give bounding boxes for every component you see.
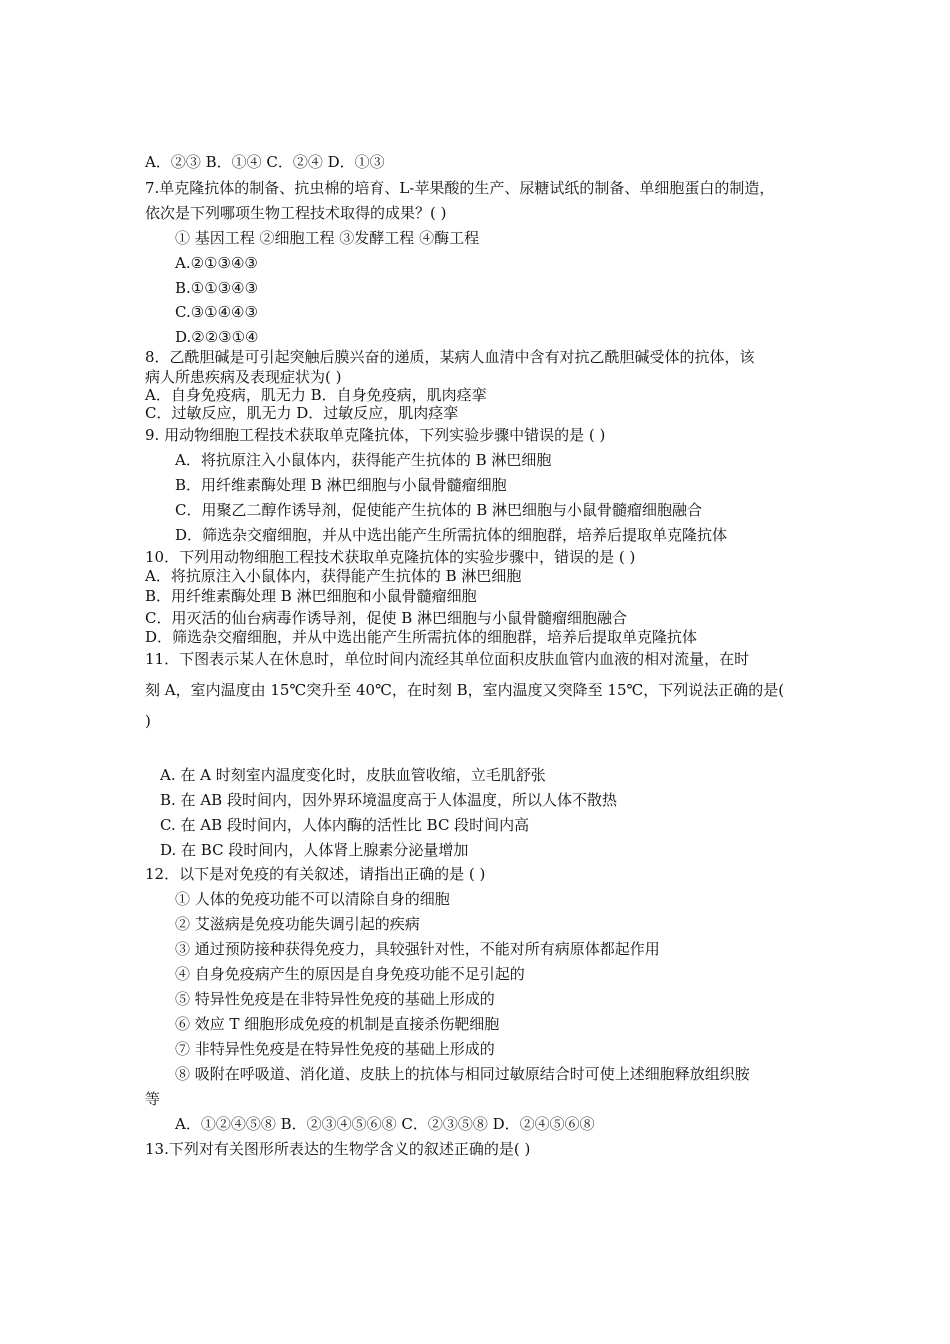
q10-option-c: C．用灭活的仙台病毒作诱导剂，促使 B 淋巴细胞与小鼠骨髓瘤细胞融合: [145, 609, 628, 627]
q10-option-a: A．将抗原注入小鼠体内，获得能产生抗体的 B 淋巴细胞: [145, 567, 522, 585]
q7-option-a: A.②①③④③: [175, 254, 258, 272]
q12-item-5: ⑤ 特异性免疫是在非特异性免疫的基础上形成的: [175, 990, 495, 1008]
q10-option-b: B．用纤维素酶处理 B 淋巴细胞和小鼠骨髓瘤细胞: [145, 587, 477, 605]
q11-option-c: C. 在 AB 段时间内，人体内酶的活性比 BC 段时间内高: [160, 816, 530, 834]
q12-item-7: ⑦ 非特异性免疫是在特异性免疫的基础上形成的: [175, 1040, 495, 1058]
q11-option-d: D. 在 BC 段时间内，人体肾上腺素分泌量增加: [160, 841, 469, 859]
q8-options-cd: C．过敏反应，肌无力 D．过敏反应，肌肉痉挛: [145, 404, 459, 422]
q10-option-d: D．筛选杂交瘤细胞，并从中选出能产生所需抗体的细胞群，培养后提取单克隆抗体: [145, 628, 698, 646]
q7-legend: ① 基因工程 ②细胞工程 ③发酵工程 ④酶工程: [175, 229, 480, 247]
q12-item-8-continued: 等: [145, 1090, 161, 1108]
q9-option-c: C．用聚乙二醇作诱导剂，促使能产生抗体的 B 淋巴细胞与小鼠骨髓瘤细胞融合: [175, 501, 703, 519]
q12-item-1: ① 人体的免疫功能不可以清除自身的细胞: [175, 890, 450, 908]
q11-stem-line-3: ): [145, 712, 151, 730]
q13-stem: 13.下列对有关图形所表达的生物学含义的叙述正确的是( ): [145, 1140, 531, 1158]
q9-option-d: D．筛选杂交瘤细胞，并从中选出能产生所需抗体的细胞群，培养后提取单克隆抗体: [175, 526, 728, 544]
q11-option-b: B. 在 AB 段时间内，因外界环境温度高于人体温度，所以人体不散热: [160, 791, 617, 809]
q10-stem: 10．下列用动物细胞工程技术获取单克隆抗体的实验步骤中，错误的是 ( ): [145, 548, 636, 566]
q12-item-8: ⑧ 吸附在呼吸道、消化道、皮肤上的抗体与相同过敏原结合时可使上述细胞释放组织胺: [175, 1065, 750, 1083]
q11-stem-line-2: 刻 A，室内温度由 15℃突升至 40℃，在时刻 B，室内温度又突降至 15℃，下列说法正确的是(: [145, 681, 785, 699]
q9-option-a: A．将抗原注入小鼠体内，获得能产生抗体的 B 淋巴细胞: [175, 451, 552, 469]
q9-option-b: B．用纤维素酶处理 B 淋巴细胞与小鼠骨髓瘤细胞: [175, 476, 507, 494]
q7-option-d: D.②②③①④: [175, 328, 259, 346]
q12-item-4: ④ 自身免疫病产生的原因是自身免疫功能不足引起的: [175, 965, 525, 983]
q11-stem-line-1: 11．下图表示某人在休息时，单位时间内流经其单位面积皮肤血管内血液的相对流量，在时: [145, 650, 750, 668]
q11-option-a: A. 在 A 时刻室内温度变化时，皮肤血管收缩，立毛肌舒张: [160, 766, 546, 784]
q8-stem-line-1: 8．乙酰胆碱是可引起突触后膜兴奋的递质，某病人血清中含有对抗乙酰胆碱受体的抗体，该: [145, 348, 755, 366]
q12-stem: 12．以下是对免疫的有关叙述，请指出正确的是 ( ): [145, 865, 486, 883]
q7-option-c: C.③①④④③: [175, 303, 258, 321]
q12-options: A．①②④⑤⑧ B．②③④⑤⑥⑧ C．②③⑤⑧ D．②④⑤⑥⑧: [175, 1115, 595, 1133]
q7-option-b: B.①①③④③: [175, 279, 259, 297]
q7-stem-line-2: 依次是下列哪项生物工程技术取得的成果？( ): [145, 204, 447, 222]
q12-item-3: ③ 通过预防接种获得免疫力，具较强针对性，不能对所有病原体都起作用: [175, 940, 660, 958]
q8-options-ab: A．自身免疫病，肌无力 B．自身免疫病，肌肉痉挛: [145, 386, 487, 404]
q12-item-2: ② 艾滋病是免疫功能失调引起的疾病: [175, 915, 420, 933]
q7-stem-line-1: 7.单克隆抗体的制备、抗虫棉的培育、L-苹果酸的生产、尿糖试纸的制备、单细胞蛋白的制造，: [145, 179, 775, 197]
q8-stem-line-2: 病人所患疾病及表现症状为( ): [145, 368, 342, 386]
q12-item-6: ⑥ 效应 T 细胞形成免疫的机制是直接杀伤靶细胞: [175, 1015, 500, 1033]
q9-stem: 9. 用动物细胞工程技术获取单克隆抗体，下列实验步骤中错误的是 ( ): [145, 426, 606, 444]
q6-options: A．②③ B．①④ C．②④ D．①③: [145, 153, 385, 171]
